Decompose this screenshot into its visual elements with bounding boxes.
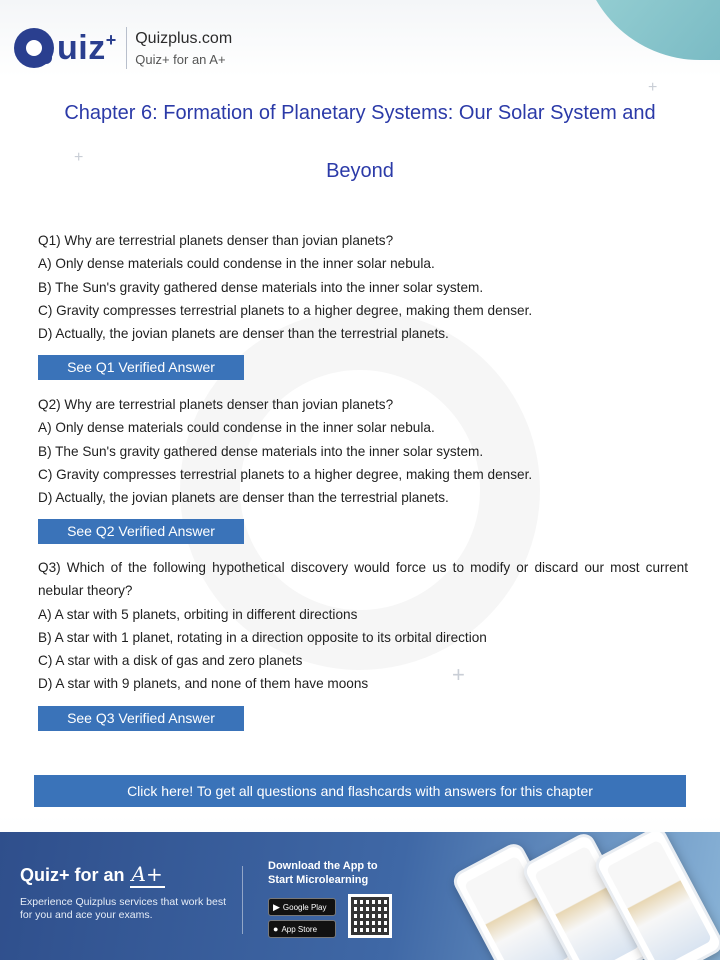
get-all-questions-button[interactable]: Click here! To get all questions and flashcards with answers for this chapter [34,775,686,807]
footer-description: Experience Quizplus services that work best for you and ace your exams. [20,896,227,921]
option-a: A) Only dense materials could condense in the inner solar nebula. [38,256,435,272]
app-store-label: App Store [281,924,318,934]
option-b: B) The Sun's gravity gathered dense materials into the inner solar system. [38,279,484,295]
plus-decoration: + [452,662,465,687]
option-b: B) A star with 1 planet, rotating in a direction opposite to its orbital direction [38,629,487,645]
brand-tagline: Quiz+ for an A+ [135,51,226,67]
apple-icon: ● [273,924,279,934]
header-divider [126,27,127,69]
option-a: A) A star with 5 planets, orbiting in different directions [38,606,358,622]
option-a: A) Only dense materials could condense in the inner solar nebula. [38,420,435,436]
quizplus-logo[interactable] [14,28,116,68]
question-block-1 [38,229,688,380]
footer-aplus: A+ [131,862,163,886]
google-play-label: Google Play [282,902,327,912]
logo-text: uiz [57,28,106,67]
plus-decoration: + [648,79,658,96]
logo-plus: + [105,30,117,50]
brand-name[interactable]: Quizplus.com [135,29,233,47]
option-d: D) Actually, the jovian planets are denser than the terrestrial planets. [38,490,449,506]
option-c: C) Gravity compresses terrestrial planets to a higher degree, making them denser. [38,466,533,482]
play-icon: ▶ [273,901,280,912]
footer-divider [242,866,243,934]
download-app-text [268,859,378,887]
option-c: C) Gravity compresses terrestrial planets to a higher degree, making them denser. [38,302,533,318]
footer-headline-text: Quiz+ for an [20,865,125,885]
question-text: Q1) Why are terrestrial planets denser than jovian planets? [38,233,394,248]
app-store-button[interactable] [268,920,336,938]
question-block-3 [38,556,688,731]
download-line-1: Download the App to [268,860,378,872]
brand-block [135,30,232,67]
logo-q-tail [40,52,52,64]
header [14,22,232,74]
see-q2-answer-button[interactable]: See Q2 Verified Answer [38,519,244,544]
google-play-button[interactable] [268,898,336,916]
option-c: C) A star with a disk of gas and zero planets [38,653,303,669]
question-block-2 [38,393,688,544]
question-text: Q3) Which of the following hypothetical discovery would force us to modify or discard our most current nebular theory? [38,560,688,599]
footer-banner [0,832,720,960]
plus-decoration: + [74,149,84,166]
qr-code[interactable] [348,894,392,938]
see-q3-answer-button[interactable]: See Q3 Verified Answer [38,706,244,731]
page-title: Chapter 6: Formation of Planetary Systems: Our Solar System and Beyond [64,102,656,182]
option-d: D) A star with 9 planets, and none of them have moons [38,676,369,692]
footer-headline [20,862,165,886]
question-text: Q2) Why are terrestrial planets denser than jovian planets? [38,397,394,412]
option-b: B) The Sun's gravity gathered dense materials into the inner solar system. [38,443,484,459]
option-d: D) Actually, the jovian planets are denser than the terrestrial planets. [38,326,449,342]
download-line-2: Start Microlearning [268,874,369,886]
see-q1-answer-button[interactable]: See Q1 Verified Answer [38,355,244,380]
